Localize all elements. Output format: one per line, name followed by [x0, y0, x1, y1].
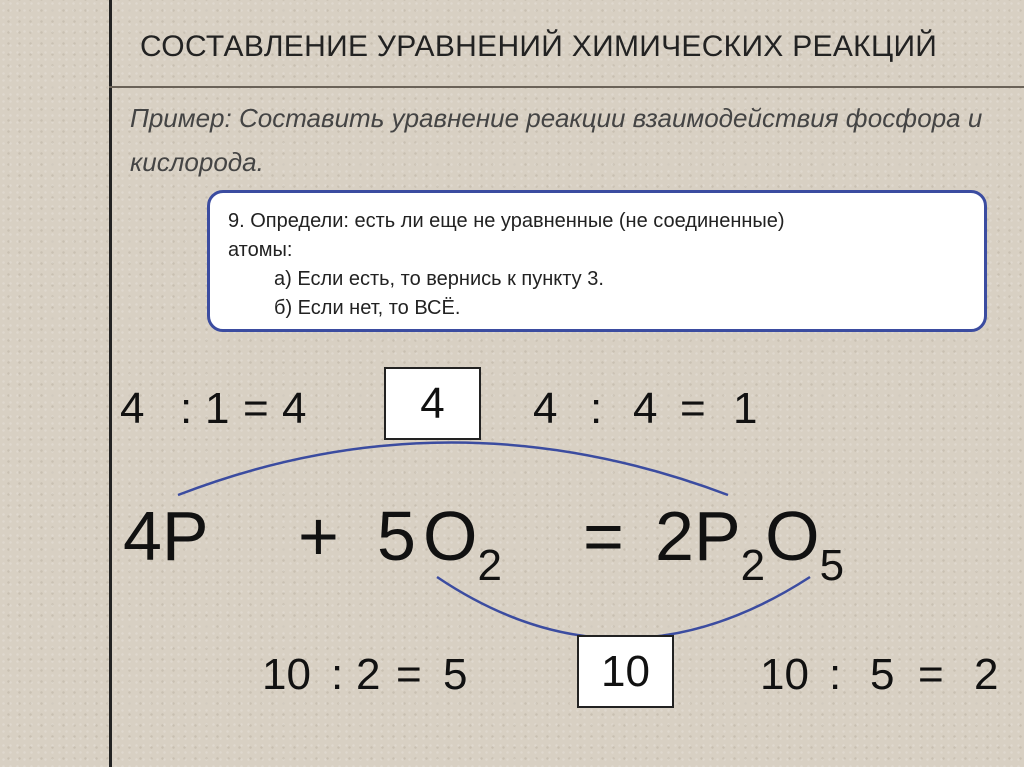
- top-right-colon: :: [590, 384, 603, 433]
- eq-coef-oxygen: 5: [377, 497, 416, 575]
- note-line-2: атомы:: [228, 239, 293, 261]
- eq-p-symbol: P: [693, 497, 741, 575]
- note-item-b: б) Если нет, то ВСЁ.: [274, 297, 461, 319]
- bottom-left-c: 5: [443, 650, 468, 699]
- top-arc: [178, 443, 728, 496]
- eq-oxygen-subscript: 2: [477, 541, 502, 590]
- top-left-colon: :: [180, 384, 193, 433]
- example-text: Пример: Составить уравнение реакции взаимодействия фосфора и кислорода.: [130, 103, 983, 177]
- bottom-lcm-box: 10: [577, 635, 674, 708]
- eq-o-symbol: O: [765, 497, 820, 575]
- bottom-left-colon: :: [331, 650, 344, 699]
- top-left-eq: =: [243, 384, 269, 433]
- top-left-a: 4: [120, 384, 145, 433]
- bottom-right-eq: =: [918, 650, 944, 699]
- slide-title: СОСТАВЛЕНИЕ УРАВНЕНИЙ ХИМИЧЕСКИХ РЕАКЦИЙ: [140, 30, 938, 63]
- eq-oxygen: [423, 496, 502, 590]
- note-line-1: 9. Определи: есть ли еще не уравненные (не соединенные): [228, 210, 785, 232]
- note-item-a: а) Если есть, то вернись к пункту 3.: [274, 268, 604, 290]
- bottom-left-eq: =: [396, 650, 422, 699]
- bottom-left-a: 10: [262, 650, 311, 699]
- top-right-b: 4: [633, 384, 658, 433]
- bottom-right-c: 2: [974, 650, 999, 699]
- top-right-a: 4: [533, 384, 558, 433]
- top-left-c: 4: [282, 384, 307, 433]
- top-right-c: 1: [733, 384, 758, 433]
- eq-coef-product: 2: [655, 497, 694, 575]
- eq-oxygen-symbol: O: [423, 497, 478, 575]
- eq-equals: =: [583, 497, 624, 575]
- bottom-right-a: 10: [760, 650, 809, 699]
- eq-phosphorus: 4P: [123, 497, 209, 575]
- top-lcm-box: 4: [384, 367, 481, 440]
- top-left-b: 1: [205, 384, 230, 433]
- eq-p-subscript: 2: [740, 541, 766, 590]
- eq-o-subscript: 5: [819, 541, 845, 590]
- bottom-left-b: 2: [356, 650, 381, 699]
- top-right-eq: =: [680, 384, 706, 433]
- bottom-right-colon: :: [829, 650, 842, 699]
- bottom-right-b: 5: [870, 650, 895, 699]
- eq-product: [655, 496, 845, 590]
- eq-plus: +: [298, 497, 339, 575]
